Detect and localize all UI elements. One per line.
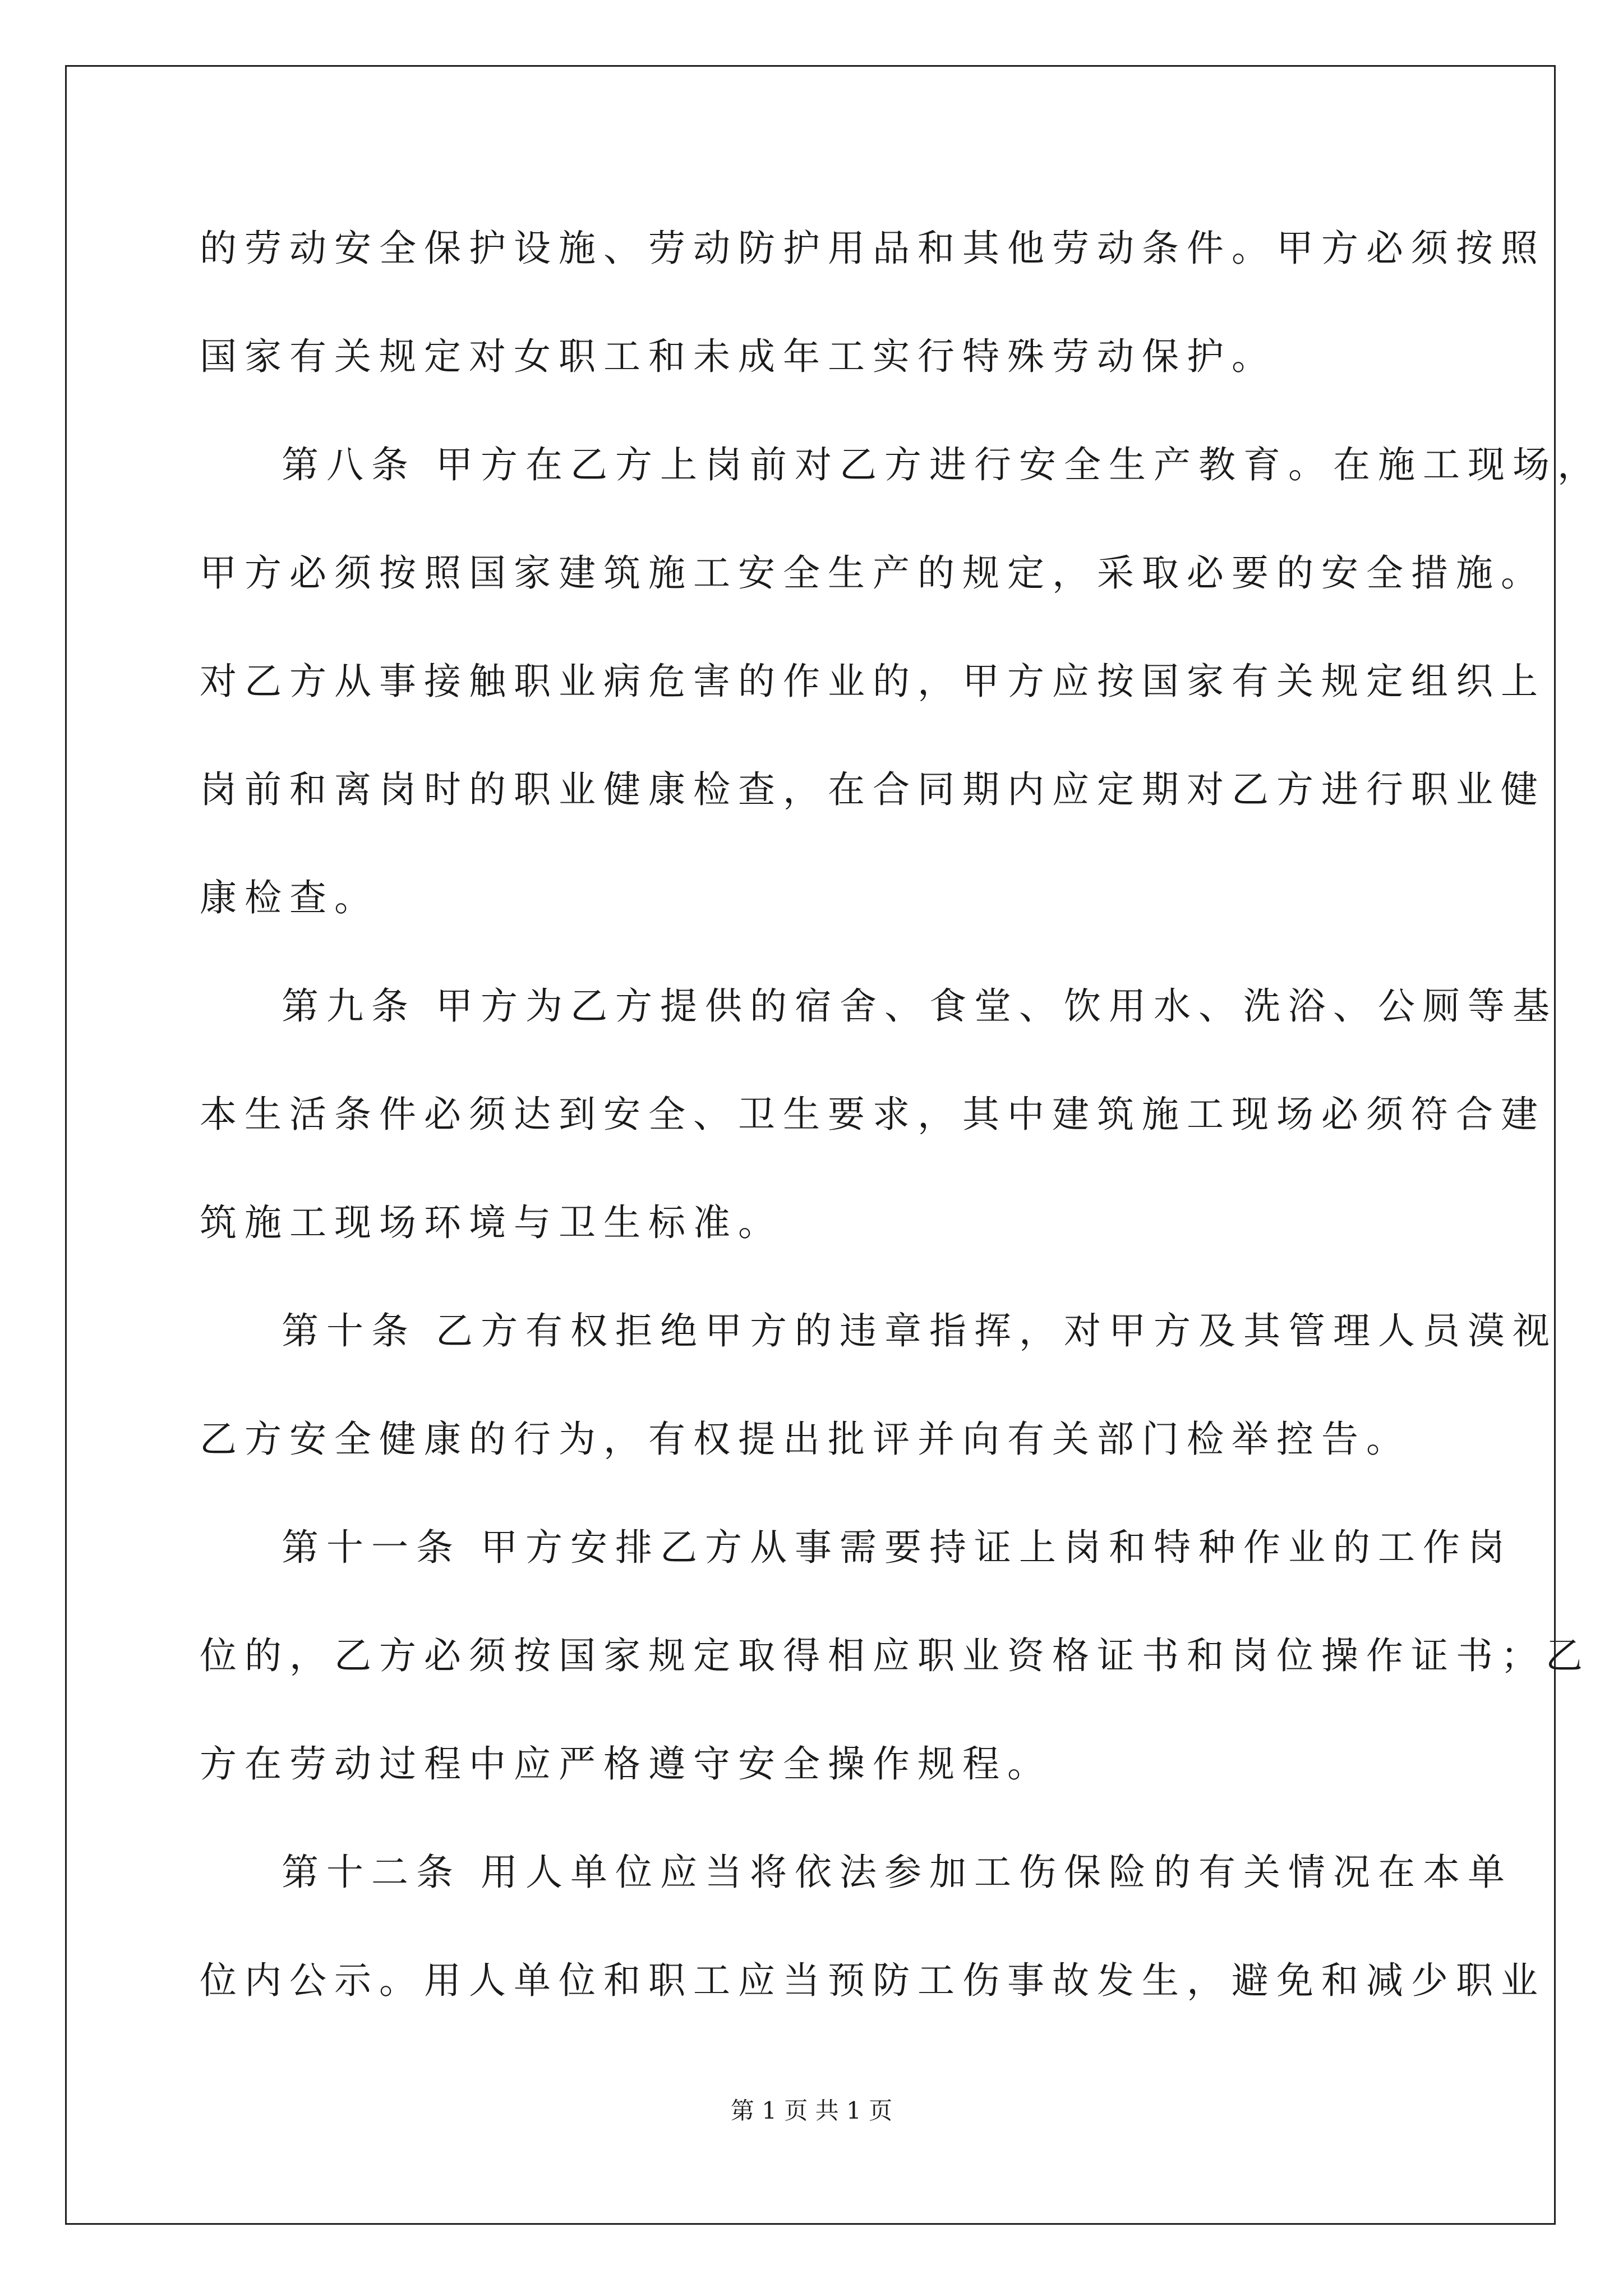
page-footer: 第 1 页 共 1 页 [730, 2097, 893, 2124]
article-10-start: 第十条 乙方有权拒绝甲方的违章指挥，对甲方及其管理人员漠视 [282, 1309, 1557, 1352]
article-8-start: 第八条 甲方在乙方上岗前对乙方进行安全生产教育。在施工现场， [282, 443, 1602, 486]
text-line: 对乙方从事接触职业病危害的作业的，甲方应按国家有关规定组织上 [200, 660, 1546, 703]
article-12-start: 第十二条 用人单位应当将依法参加工伤保险的有关情况在本单 [282, 1851, 1513, 1894]
text-line: 方在劳动过程中应严格遵守安全操作规程。 [200, 1742, 1052, 1786]
text-line: 位内公示。用人单位和职工应当预防工伤事故发生，避免和减少职业 [200, 1959, 1546, 2002]
text-line: 位的，乙方必须按国家规定取得相应职业资格证书和岗位操作证书；乙 [200, 1634, 1590, 1677]
article-11-start: 第十一条 甲方安排乙方从事需要持证上岗和特种作业的工作岗 [282, 1526, 1513, 1569]
text-line: 的劳动安全保护设施、劳动防护用品和其他劳动条件。甲方必须按照 [200, 227, 1546, 270]
text-line: 本生活条件必须达到安全、卫生要求，其中建筑施工现场必须符合建 [200, 1093, 1546, 1136]
text-line: 康检查。 [200, 876, 379, 919]
text-line: 国家有关规定对女职工和未成年工实行特殊劳动保护。 [200, 335, 1276, 378]
article-9-start: 第九条 甲方为乙方提供的宿舍、食堂、饮用水、洗浴、公厕等基 [282, 984, 1557, 1028]
text-line: 筑施工现场环境与卫生标准。 [200, 1201, 783, 1244]
text-line: 乙方安全健康的行为，有权提出批评并向有关部门检举控告。 [200, 1418, 1411, 1461]
page-border [65, 65, 1556, 2225]
text-line: 甲方必须按照国家建筑施工安全生产的规定，采取必要的安全措施。 [200, 551, 1546, 595]
text-line: 岗前和离岗时的职业健康检查，在合同期内应定期对乙方进行职业健 [200, 768, 1546, 811]
